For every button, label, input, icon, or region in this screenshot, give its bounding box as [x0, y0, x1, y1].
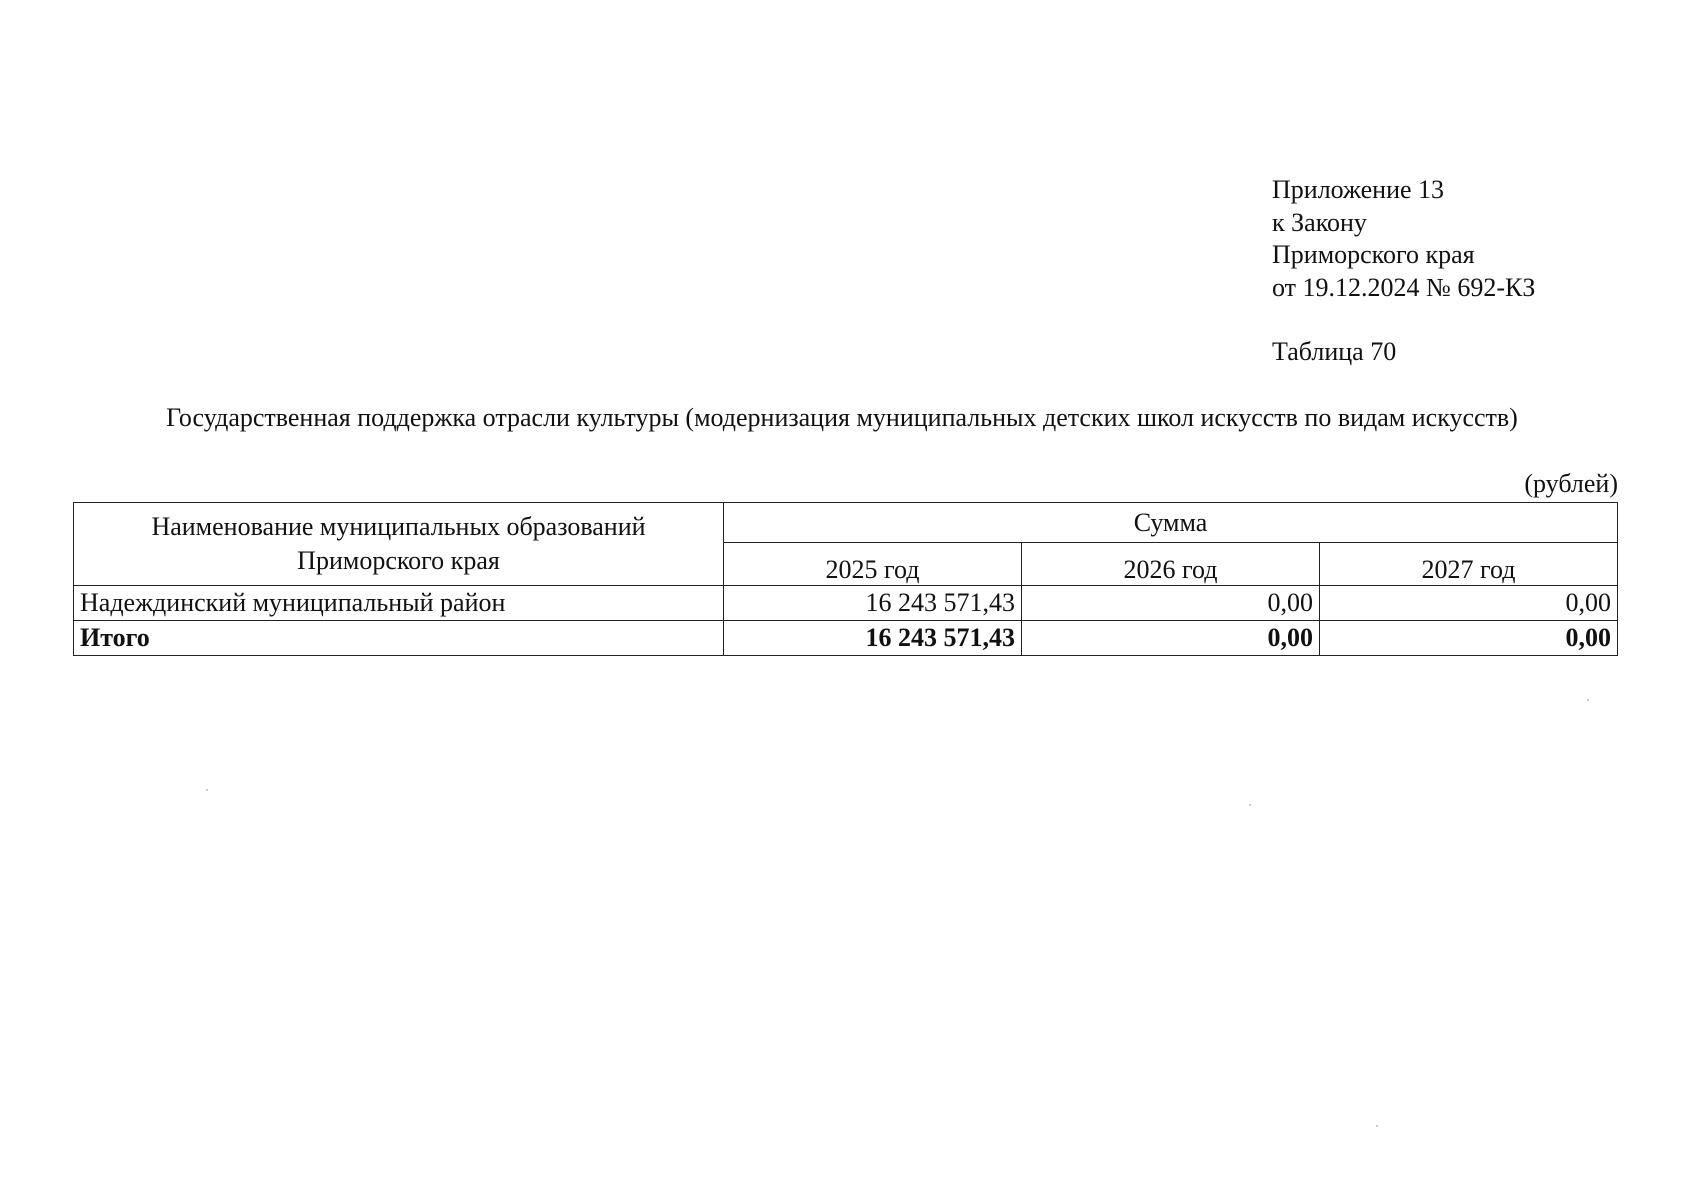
appendix-line: от 19.12.2024 № 692-КЗ — [1272, 272, 1536, 302]
appendix-line: Приморского края — [1272, 240, 1475, 269]
funding-table — [73, 502, 1618, 656]
table-number: Таблица 70 — [1272, 337, 1397, 366]
table-row — [74, 586, 1618, 621]
appendix-line: к Закону — [1272, 207, 1367, 237]
header-year-2027: 2027 год — [1320, 543, 1618, 586]
header-year-2025: 2025 год — [724, 543, 1022, 586]
amount-2027-cell: 0,00 — [1320, 586, 1618, 621]
total-2027-cell: 0,00 — [1320, 621, 1618, 656]
header-name-line: Приморского края — [297, 546, 500, 575]
header-sum: Сумма — [724, 503, 1618, 543]
header-name-line: Наименование муниципальных образований — [151, 512, 646, 541]
document-title: Государственная поддержка отрасли культуры (модернизация муниципальных детских школ искусств по видам искусств) — [166, 403, 1518, 432]
total-2025-cell: 16 243 571,43 — [724, 621, 1022, 656]
units-label: (рублей) — [1524, 469, 1618, 498]
total-row — [74, 621, 1618, 656]
appendix-reference — [1272, 174, 1535, 304]
scan-speck — [1249, 804, 1251, 806]
total-2026-cell: 0,00 — [1022, 621, 1320, 656]
header-year-2026: 2026 год — [1022, 543, 1320, 586]
amount-2026-cell: 0,00 — [1022, 586, 1320, 621]
scan-speck — [206, 789, 208, 791]
appendix-line: Приложение 13 — [1272, 175, 1445, 204]
total-label-cell: Итого — [74, 621, 724, 656]
scan-speck — [1376, 1125, 1378, 1127]
municipality-name-cell: Надеждинский муниципальный район — [74, 586, 724, 621]
scan-speck — [1587, 699, 1589, 701]
table-header-row — [74, 503, 1618, 543]
amount-2025-cell: 16 243 571,43 — [724, 586, 1022, 621]
header-municipality-name — [74, 503, 724, 586]
